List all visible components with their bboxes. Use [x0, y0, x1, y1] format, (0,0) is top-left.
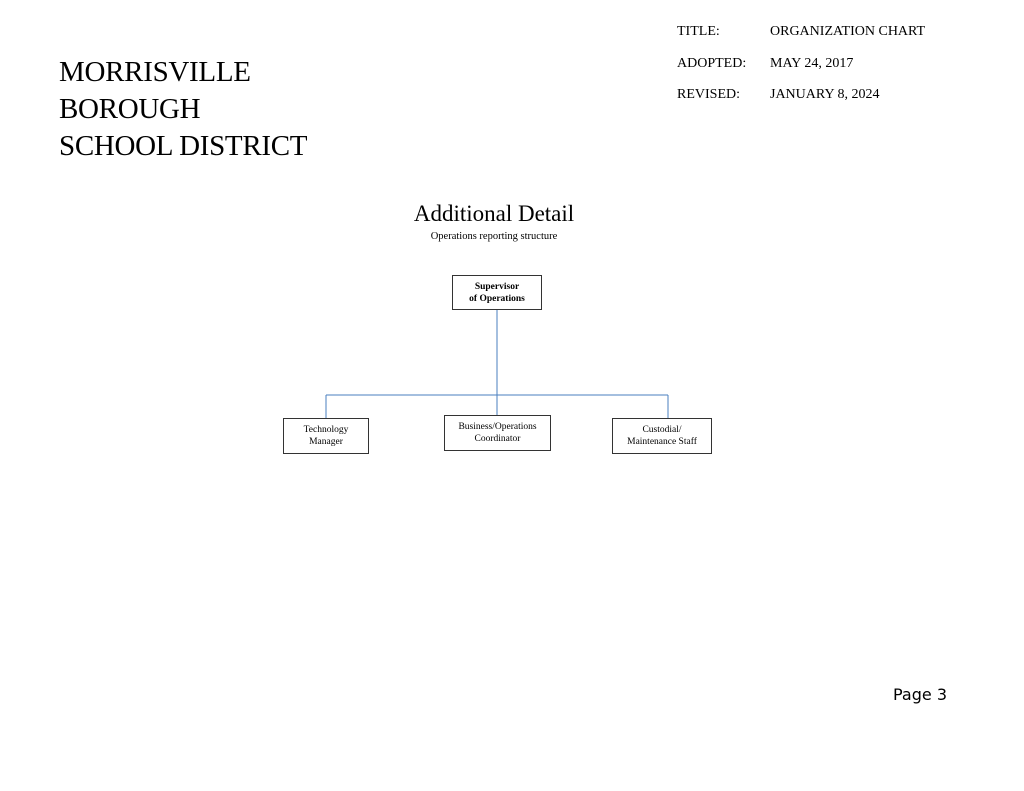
section-subtitle: Operations reporting structure	[430, 231, 558, 242]
org-node-business-operations-coordinator	[444, 415, 551, 451]
org-node-custodial-maintenance-staff	[612, 418, 712, 454]
meta-title-label: TITLE:	[677, 24, 720, 39]
org-node-label: Technology	[303, 425, 349, 435]
org-node-label: Custodial/	[642, 425, 682, 435]
meta-revised-value: JANUARY 8, 2024	[770, 87, 880, 102]
meta-title-value: ORGANIZATION CHART	[770, 24, 926, 39]
meta-adopted-label: ADOPTED:	[677, 55, 747, 71]
district-name-line-3: SCHOOL DISTRICT	[59, 130, 308, 162]
org-node-label: Supervisor	[474, 281, 520, 292]
org-node-label: Manager	[309, 437, 343, 447]
org-node-label: Maintenance Staff	[627, 437, 697, 447]
page-number: Page 3	[893, 685, 947, 704]
org-node-technology-manager	[283, 418, 369, 454]
org-node-label: Coordinator	[474, 434, 521, 444]
district-name-line-2: BOROUGH	[59, 93, 201, 125]
org-node-label: of Operations	[469, 293, 525, 304]
org-node-supervisor-of-operations	[452, 275, 542, 310]
org-node-label: Business/Operations	[458, 422, 537, 432]
section-title: Additional Detail	[413, 201, 575, 226]
meta-revised-label: REVISED:	[677, 87, 740, 102]
district-name-line-1: MORRISVILLE	[59, 56, 251, 88]
meta-adopted-value: MAY 24, 2017	[770, 55, 854, 71]
